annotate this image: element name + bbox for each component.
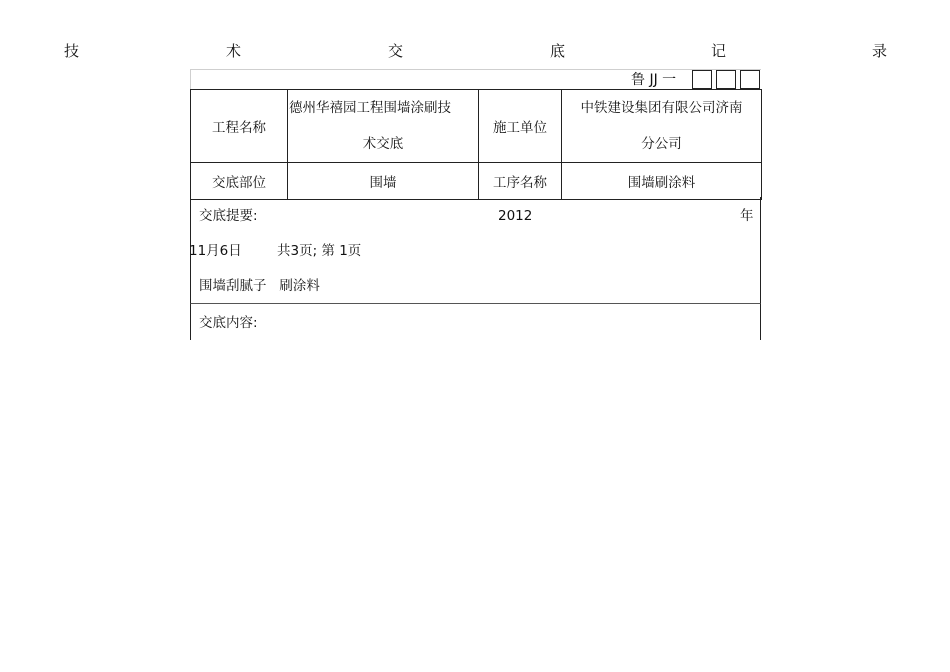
summary-year: 2012 (498, 208, 533, 224)
handover-position-label: 交底部位 (191, 163, 288, 200)
document-code-label: 鲁 JJ 一 (631, 72, 677, 88)
info-table (190, 89, 762, 200)
title-char-2: 术 (226, 42, 242, 60)
construction-unit-line-1: 中铁建设集团有限公司济南 (580, 100, 743, 116)
construction-unit-value (562, 90, 762, 163)
content-label: 交底内容: (199, 315, 258, 331)
document-code-bar (190, 69, 761, 90)
construction-unit-line-2: 分公司 (641, 136, 682, 152)
process-name-value: 围墙刷涂料 (562, 163, 762, 200)
table-row (191, 90, 762, 163)
title-char-4: 底 (550, 42, 566, 60)
title-char-1: 技 (64, 42, 80, 60)
construction-unit-label: 施工单位 (479, 90, 562, 163)
summary-year-unit: 年 (740, 208, 754, 224)
process-name-label: 工序名称 (479, 163, 562, 200)
summary-pages: 共3页; 第 1页 (277, 243, 362, 259)
handover-content-section (190, 304, 761, 340)
summary-label: 交底提要: (199, 208, 258, 224)
project-name-value (288, 90, 479, 163)
title-char-5: 记 (711, 42, 727, 60)
title-char-3: 交 (388, 42, 404, 60)
project-name-line-1: 德州华禧园工程围墙涂刷技 (289, 100, 451, 116)
code-box-1 (692, 70, 712, 89)
title-char-6: 录 (872, 42, 888, 60)
summary-date: 11月6日 (189, 243, 242, 259)
handover-position-value: 围墙 (288, 163, 479, 200)
code-box-3 (740, 70, 760, 89)
code-box-2 (716, 70, 736, 89)
project-name-line-2: 术交底 (362, 136, 404, 152)
summary-content: 围墙刮腻子 刷涂料 (199, 278, 320, 294)
project-name-label: 工程名称 (191, 90, 288, 163)
table-row (191, 163, 762, 200)
handover-summary-section (190, 197, 761, 304)
